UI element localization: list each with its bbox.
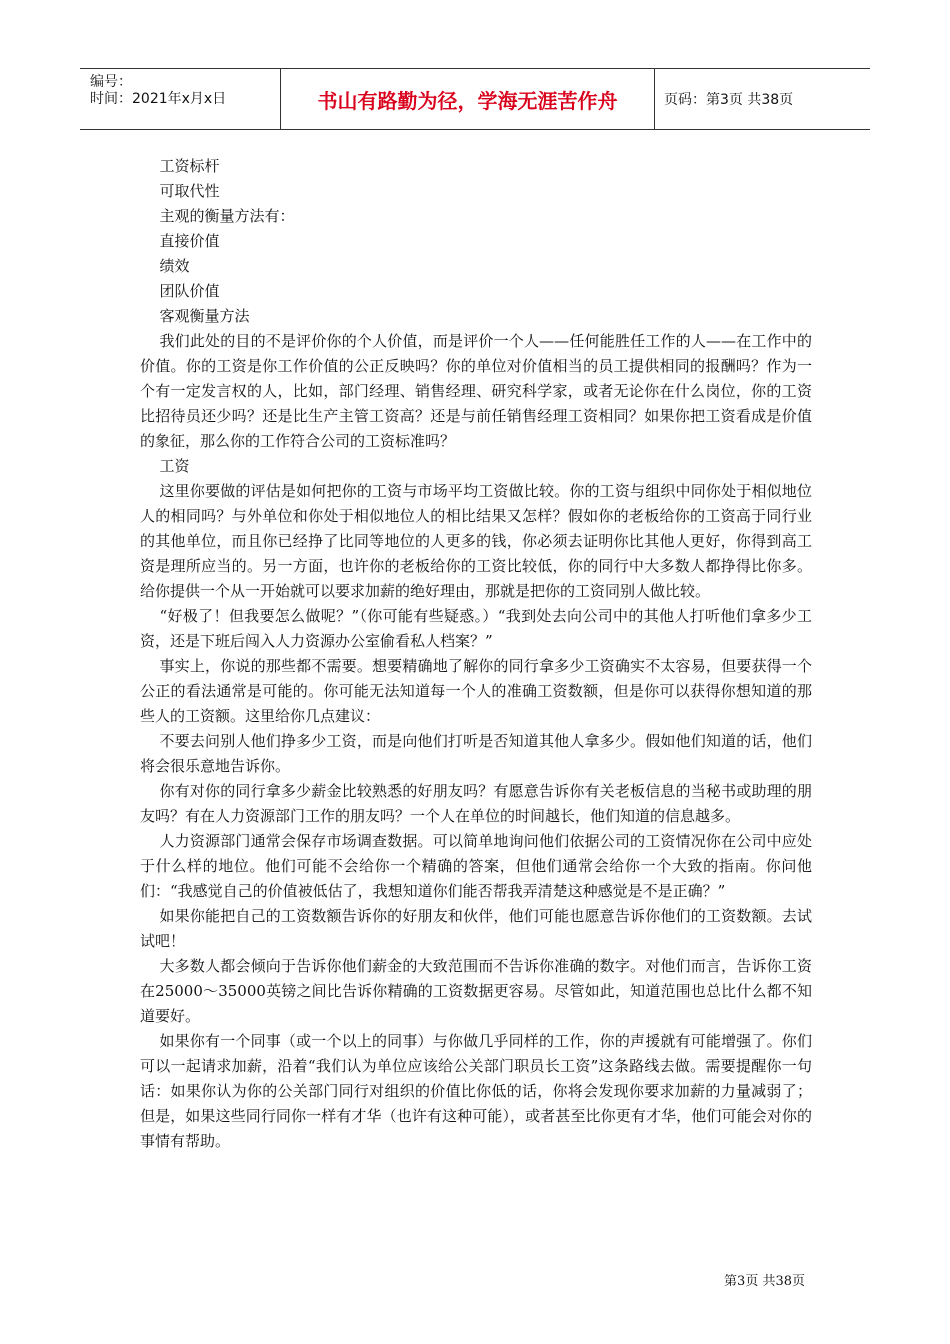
paragraph: 工资 — [159, 457, 190, 475]
header-meta — [80, 69, 280, 129]
paragraph: 客观衡量方法 — [159, 307, 250, 325]
header-motto: 书山有路勤为径，学海无涯苦作舟 — [317, 88, 618, 113]
document-time: 时间：2021年x月x日 — [90, 91, 227, 107]
paragraph: 人力资源部门通常会保存市场调查数据。可以简单地询问他们依据公司的工资情况你在公司中应处于什么样的地位。他们可能不会给你一个精确的答案，但他们通常会给你一个大致的指南。你问他们：“我感觉自己的价值被低估了，我想知道你们能否帮我弄清楚这种感觉是不是正确？” — [140, 832, 812, 900]
paragraph: 绩效 — [159, 257, 190, 275]
header-page-cell — [654, 69, 880, 129]
paragraph: 这里你要做的评估是如何把你的工资与市场平均工资做比较。你的工资与组织中同你处于相似地位人的相同吗？与外单位和你处于相似地位人的相比结果又怎样？假如你的老板给你的工资高于同行业的其他单位，而且你已经挣了比同等地位的人更多的钱，你必须去证明你比其他人更好，你得到高工资是理所应当的。另一方面，也许你的老板给你的工资比较低，你的同行中大多数人都挣得比你多。给你提供一个从一开始就可以要求加薪的绝好理由，那就是把你的工资同别人做比较。 — [140, 482, 812, 600]
paragraph: 大多数人都会倾向于告诉你他们薪金的大致范围而不告诉你准确的数字。对他们而言，告诉你工资在25000～35000英镑之间比告诉你精确的工资数据更容易。尽管如此，知道范围也总比什么都不知道要好。 — [140, 957, 812, 1025]
paragraph: “好极了！但我要怎么做呢？”（你可能有些疑惑。）“我到处去向公司中的其他人打听他们拿多少工资，还是下班后闯入人力资源办公室偷看私人档案？” — [140, 607, 812, 650]
paragraph: 你有对你的同行拿多少薪金比较熟悉的好朋友吗？有愿意告诉你有关老板信息的当秘书或助理的朋友吗？有在人力资源部门工作的朋友吗？一个人在单位的时间越长，他们知道的信息越多。 — [140, 782, 812, 825]
paragraph: 如果你有一个同事（或一个以上的同事）与你做几乎同样的工作，你的声援就有可能增强了。你们可以一起请求加薪，沿着“我们认为单位应该给公关部门职员长工资”这条路线去做。需要提醒你一句话：如果你认为你的公关部门同行对组织的价值比你低的话，你将会发现你要求加薪的力量减弱了；但是，如果这些同行同你一样有才华（也许有这种可能），或者甚至比你更有才华，他们可能会对你的事情有帮助。 — [140, 1032, 812, 1150]
page-header — [80, 68, 870, 130]
paragraph: 团队价值 — [159, 282, 220, 300]
page-footer — [724, 1270, 805, 1289]
paragraph: 可取代性 — [159, 182, 220, 200]
document-body — [140, 154, 812, 1154]
paragraph: 主观的衡量方法有： — [159, 207, 295, 225]
paragraph: 工资标杆 — [159, 157, 220, 175]
paragraph: 事实上，你说的那些都不需要。想要精确地了解你的同行拿多少工资确实不太容易，但要获得一个公正的看法通常是可能的。你可能无法知道每一个人的准确工资数额，但是你可以获得你想知道的那些人的工资额。这里给你几点建议： — [140, 657, 812, 725]
header-motto-cell — [280, 69, 655, 129]
paragraph: 直接价值 — [159, 232, 220, 250]
paragraph: 我们此处的目的不是评价你的个人价值，而是评价一个人——任何能胜任工作的人——在工作中的价值。你的工资是你工作价值的公正反映吗？你的单位对价值相当的员工提供相同的报酬吗？作为一个有一定发言权的人，比如，部门经理、销售经理、研究科学家，或者无论你在什么岗位，你的工资比招待员还少吗？还是比生产主管工资高？还是与前任销售经理工资相同？如果你把工资看成是价值的象征，那么你的工作符合公司的工资标准吗？ — [140, 332, 812, 450]
footer-page-number: 第3页 共38页 — [724, 1274, 805, 1289]
document-number-label: 编号： — [90, 74, 132, 90]
paragraph: 如果你能把自己的工资数额告诉你的好朋友和伙伴，他们可能也愿意告诉你他们的工资数额。去试试吧！ — [140, 907, 812, 950]
header-page-number: 页码：第3页 共38页 — [664, 92, 794, 108]
paragraph: 不要去问别人他们挣多少工资，而是向他们打听是否知道其他人拿多少。假如他们知道的话，他们将会很乐意地告诉你。 — [140, 732, 812, 775]
